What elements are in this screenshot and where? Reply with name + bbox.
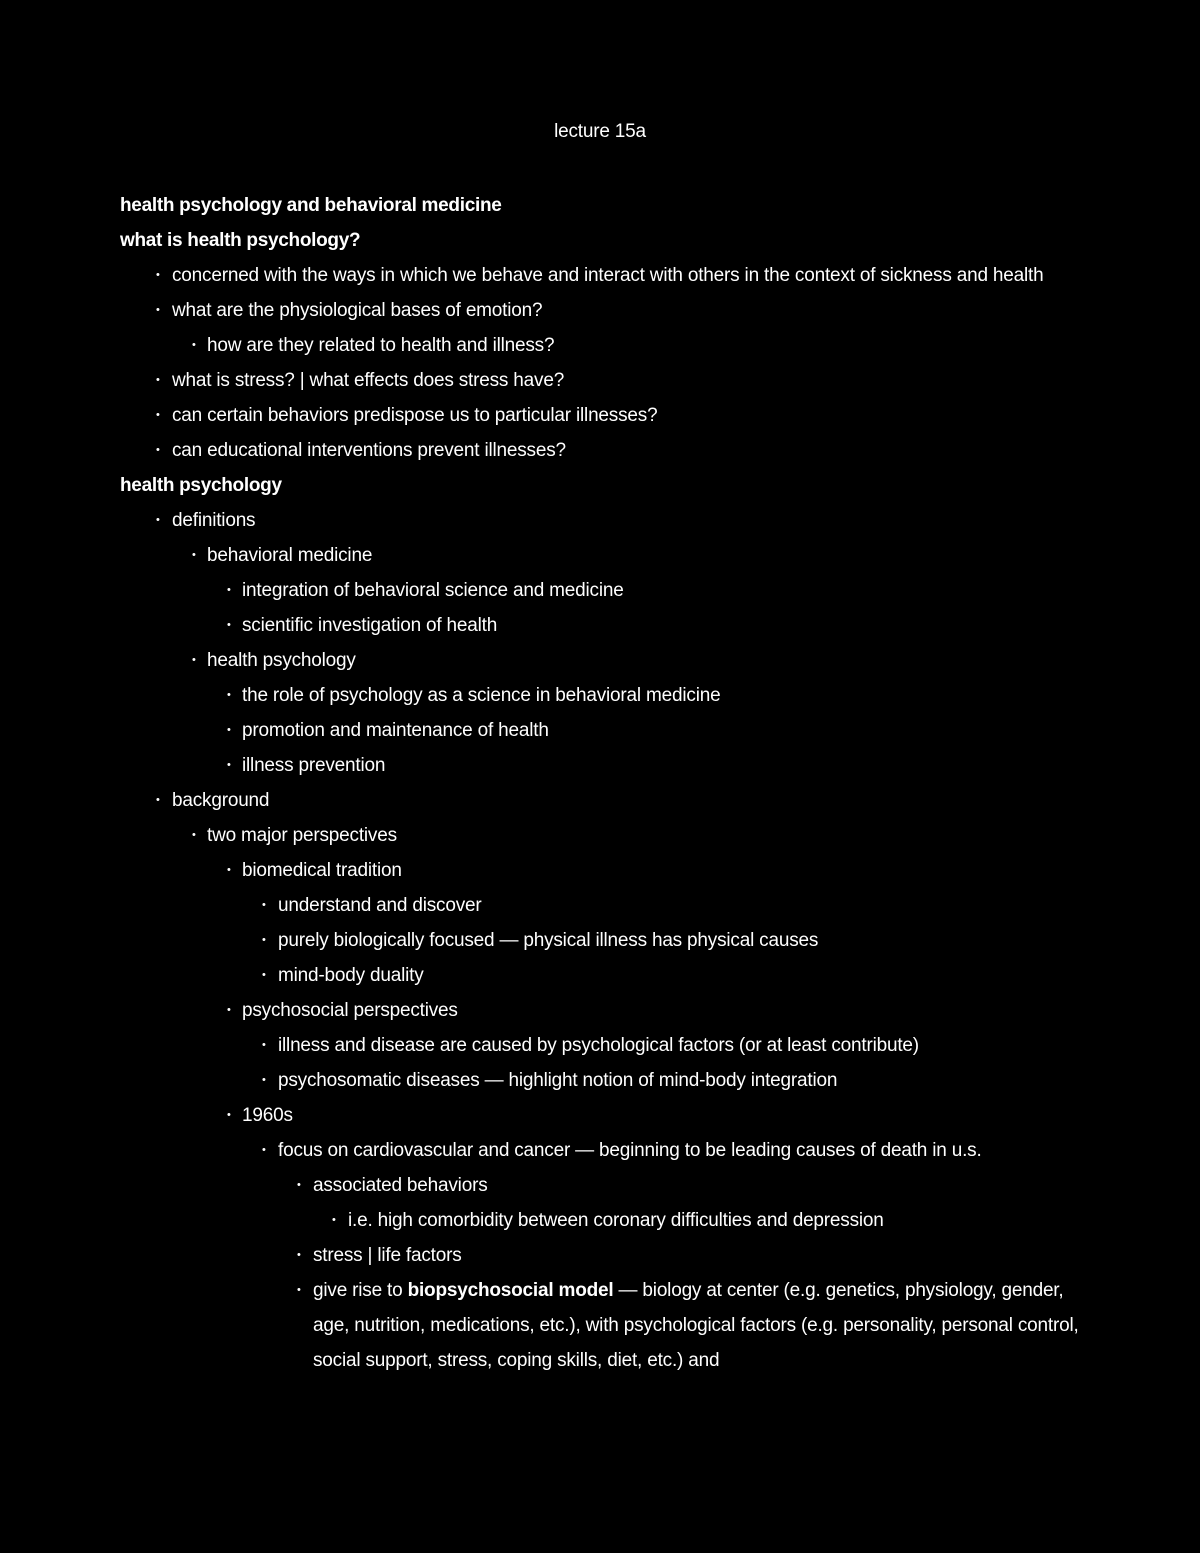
- list-item: [120, 363, 1080, 398]
- list-item: [120, 643, 1080, 678]
- list-item: [120, 1028, 1080, 1063]
- list-item: [120, 1238, 1080, 1273]
- list-item: [120, 993, 1080, 1028]
- list-item: [120, 1168, 1080, 1203]
- list-item-text-suffix: — biology at center (e.g. genetics, physiology, gender, age, nutrition, medications, etc.), with psychological factors (e.g. personality, personal control, social support, stress, coping skills, diet, etc.) and: [313, 1280, 1079, 1371]
- section-heading: health psychology and behavioral medicine: [120, 195, 502, 216]
- list-item-text-prefix: give rise to: [313, 1280, 408, 1301]
- list-item-text: scientific investigation of health: [242, 615, 498, 636]
- list-item-text: background: [172, 790, 270, 811]
- bullet-icon: •: [156, 409, 160, 421]
- list-item-text: concerned with the ways in which we behave and interact with others in the context of sickness and health: [172, 265, 1044, 286]
- list-item: [120, 818, 1080, 853]
- bullet-icon: •: [227, 864, 231, 876]
- bullet-icon: •: [262, 1144, 266, 1156]
- bullet-icon: •: [262, 969, 266, 981]
- list-item: [120, 1063, 1080, 1098]
- list-item-text: health psychology: [207, 650, 356, 671]
- list-item-text: two major perspectives: [207, 825, 397, 846]
- list-item: [120, 1098, 1080, 1133]
- bullet-icon: •: [227, 1004, 231, 1016]
- bullet-icon: •: [156, 444, 160, 456]
- document-body: [120, 188, 1080, 1378]
- list-item: [120, 503, 1080, 538]
- bullet-icon: •: [156, 304, 160, 316]
- list-item: [120, 783, 1080, 818]
- list-item-text: 1960s: [242, 1105, 293, 1126]
- bullet-icon: •: [227, 724, 231, 736]
- list-item-text: [313, 1273, 1080, 1378]
- list-item-text: illness prevention: [242, 755, 386, 776]
- list-item-text: associated behaviors: [313, 1175, 488, 1196]
- list-item-text: what is stress? | what effects does stress have?: [172, 370, 565, 391]
- list-item: [120, 853, 1080, 888]
- section-heading: what is health psychology?: [120, 230, 361, 251]
- list-item: [120, 538, 1080, 573]
- list-item-text: can educational interventions prevent illnesses?: [172, 440, 566, 461]
- list-item-text: purely biologically focused — physical illness has physical causes: [278, 930, 819, 951]
- bold-term: biopsychosocial model: [407, 1280, 614, 1301]
- list-item: [120, 748, 1080, 783]
- list-item-text: biomedical tradition: [242, 860, 402, 881]
- bullet-icon: •: [332, 1214, 336, 1226]
- list-item-text: the role of psychology as a science in behavioral medicine: [242, 685, 721, 706]
- list-item: [120, 923, 1080, 958]
- bullet-icon: •: [192, 549, 196, 561]
- list-item: [120, 398, 1080, 433]
- bullet-icon: •: [192, 339, 196, 351]
- list-item: [120, 608, 1080, 643]
- bullet-icon: •: [297, 1249, 301, 1261]
- bullet-icon: •: [262, 934, 266, 946]
- list-item: [120, 958, 1080, 993]
- list-item-text: psychosomatic diseases — highlight notion of mind-body integration: [278, 1070, 838, 1091]
- list-item-text: stress | life factors: [313, 1245, 462, 1266]
- list-item: [120, 713, 1080, 748]
- list-item-text: integration of behavioral science and medicine: [242, 580, 624, 601]
- list-item-text: focus on cardiovascular and cancer — beginning to be leading causes of death in u.s.: [278, 1140, 982, 1161]
- bullet-icon: •: [297, 1284, 301, 1296]
- bullet-icon: •: [297, 1179, 301, 1191]
- list-item: [120, 258, 1080, 293]
- bullet-icon: •: [227, 759, 231, 771]
- bullet-icon: •: [227, 1109, 231, 1121]
- bullet-icon: •: [262, 899, 266, 911]
- list-item-text: definitions: [172, 510, 256, 531]
- bullet-icon: •: [192, 829, 196, 841]
- list-item: [120, 328, 1080, 363]
- bullet-icon: •: [192, 654, 196, 666]
- section-heading: health psychology: [120, 475, 282, 496]
- bullet-icon: •: [227, 584, 231, 596]
- list-item-text: promotion and maintenance of health: [242, 720, 549, 741]
- list-item-text: understand and discover: [278, 895, 482, 916]
- bullet-icon: •: [156, 514, 160, 526]
- list-item-text: i.e. high comorbidity between coronary difficulties and depression: [348, 1210, 884, 1231]
- bullet-icon: •: [227, 689, 231, 701]
- list-item-text: illness and disease are caused by psychological factors (or at least contribute): [278, 1035, 919, 1056]
- list-item-text: how are they related to health and illness?: [207, 335, 555, 356]
- list-item: [120, 678, 1080, 713]
- bullet-icon: •: [262, 1074, 266, 1086]
- list-item: [120, 573, 1080, 608]
- list-item: [120, 293, 1080, 328]
- bullet-icon: •: [156, 269, 160, 281]
- list-item: [120, 1273, 1080, 1378]
- list-item-text: can certain behaviors predispose us to particular illnesses?: [172, 405, 658, 426]
- bullet-icon: •: [156, 794, 160, 806]
- list-item-text: mind-body duality: [278, 965, 424, 986]
- list-item-text: psychosocial perspectives: [242, 1000, 458, 1021]
- bullet-icon: •: [227, 619, 231, 631]
- list-item: [120, 433, 1080, 468]
- bullet-icon: •: [156, 374, 160, 386]
- list-item: [120, 1133, 1080, 1168]
- bullet-icon: •: [262, 1039, 266, 1051]
- list-item-text: what are the physiological bases of emotion?: [172, 300, 543, 321]
- list-item-text: behavioral medicine: [207, 545, 373, 566]
- list-item: [120, 888, 1080, 923]
- document-title: lecture 15a: [554, 121, 646, 142]
- list-item: [120, 1203, 1080, 1238]
